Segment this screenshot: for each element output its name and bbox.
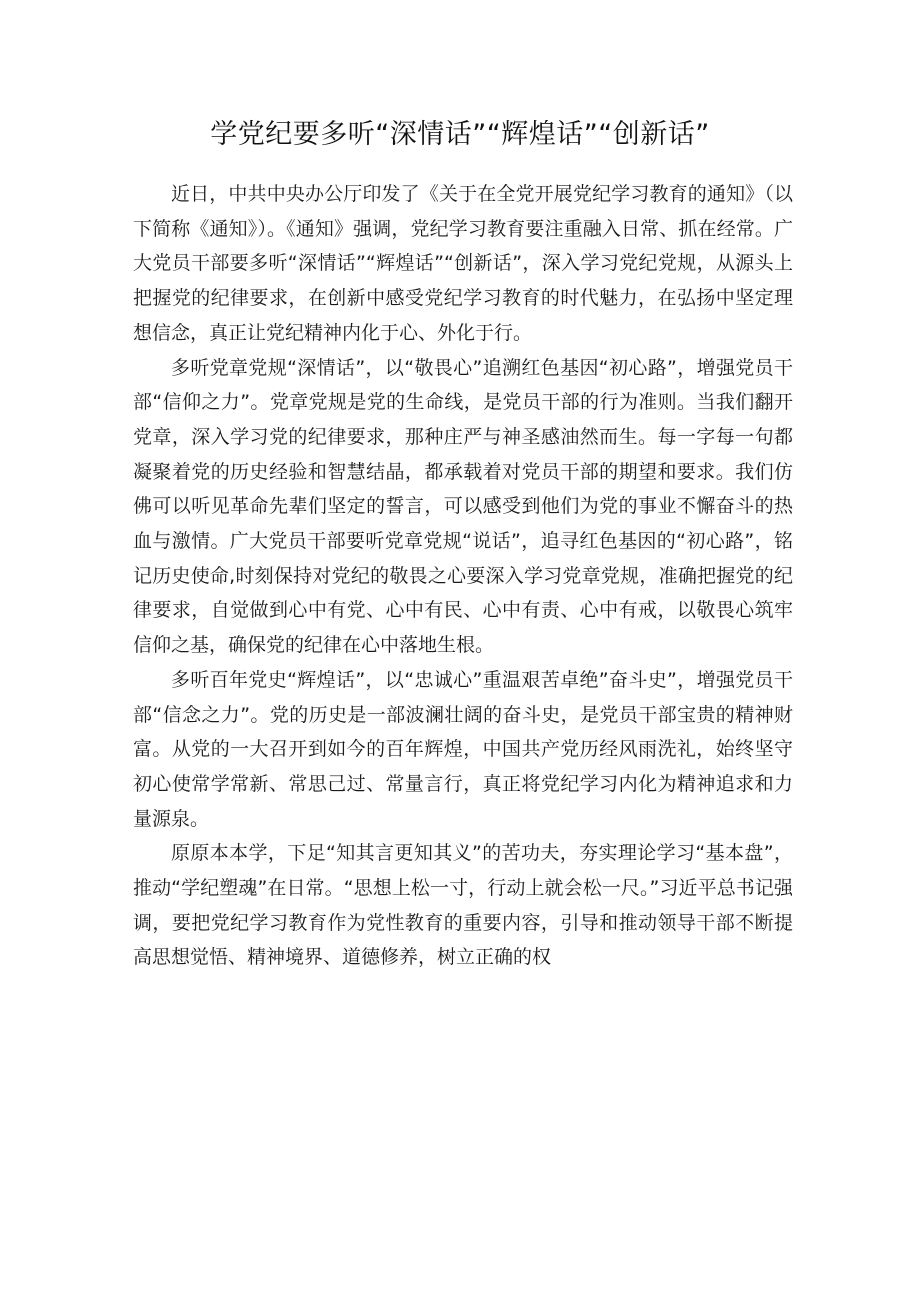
document-title: 学党纪要多听“深情话”“辉煌话”“创新话” <box>210 119 710 150</box>
paragraph-party-constitution: 多听党章党规“深情话”，以“敬畏心”追溯红色基因“初心路”，增强党员干部“信仰之力”。党章党规是党的生命线，是党员干部的行为准则。当我们翻开党章，深入学习党的纪律要求，那种庄严与神圣感油然而生。每一字每一句都凝聚着党的历史经验和智慧结晶，都承载着对党员干部的期望和要求。我们仿佛可以听见革命先辈们坚定的誓言，可以感受到他们为党的事业不懈奋斗的热血与激情。广大党员干部要听党章党规“说话”，追寻红色基因的“初心路”，铭记历史使命,时刻保持对党纪的敬畏之心要深入学习党章党规，准确把握党的纪律要求，自觉做到心中有党、心中有民、心中有责、心中有戒，以敬畏心筑牢信仰之基，确保党的纪律在心中落地生根。 <box>133 356 793 657</box>
document-body <box>133 177 793 975</box>
paragraph-study-theory: 原原本本学，下足“知其言更知其义”的苦功夫，夯实理论学习“基本盘”，推动“学纪塑魂”在日常。“思想上松一寸，行动上就会松一尺。”习近平总书记强调，要把党纪学习教育作为党性教育的重要内容，引导和推动领导干部不断提高思想觉悟、精神境界、道德修养，树立正确的权 <box>133 842 793 969</box>
paragraph-intro: 近日，中共中央办公厅印发了《关于在全党开展党纪学习教育的通知》（以下简称《通知》）。《通知》强调，党纪学习教育要注重融入日常、抓在经常。广大党员干部要多听“深情话”“辉煌话”“创新话”，深入学习党纪党规，从源头上把握党的纪律要求，在创新中感受党纪学习教育的时代魅力，在弘扬中坚定理想信念，真正让党纪精神内化于心、外化于行。 <box>133 183 793 344</box>
paragraph-party-history: 多听百年党史“辉煌话”，以“忠诚心”重温艰苦卓绝”奋斗史”，增强党员干部“信念之力”。党的历史是一部波澜壮阔的奋斗史，是党员干部宝贵的精神财富。从党的一大召开到如今的百年辉煌，中国共产党历经风雨洗礼，始终坚守初心使常学常新、常思己过、常量言行，真正将党纪学习内化为精神追求和力量源泉。 <box>133 668 793 830</box>
